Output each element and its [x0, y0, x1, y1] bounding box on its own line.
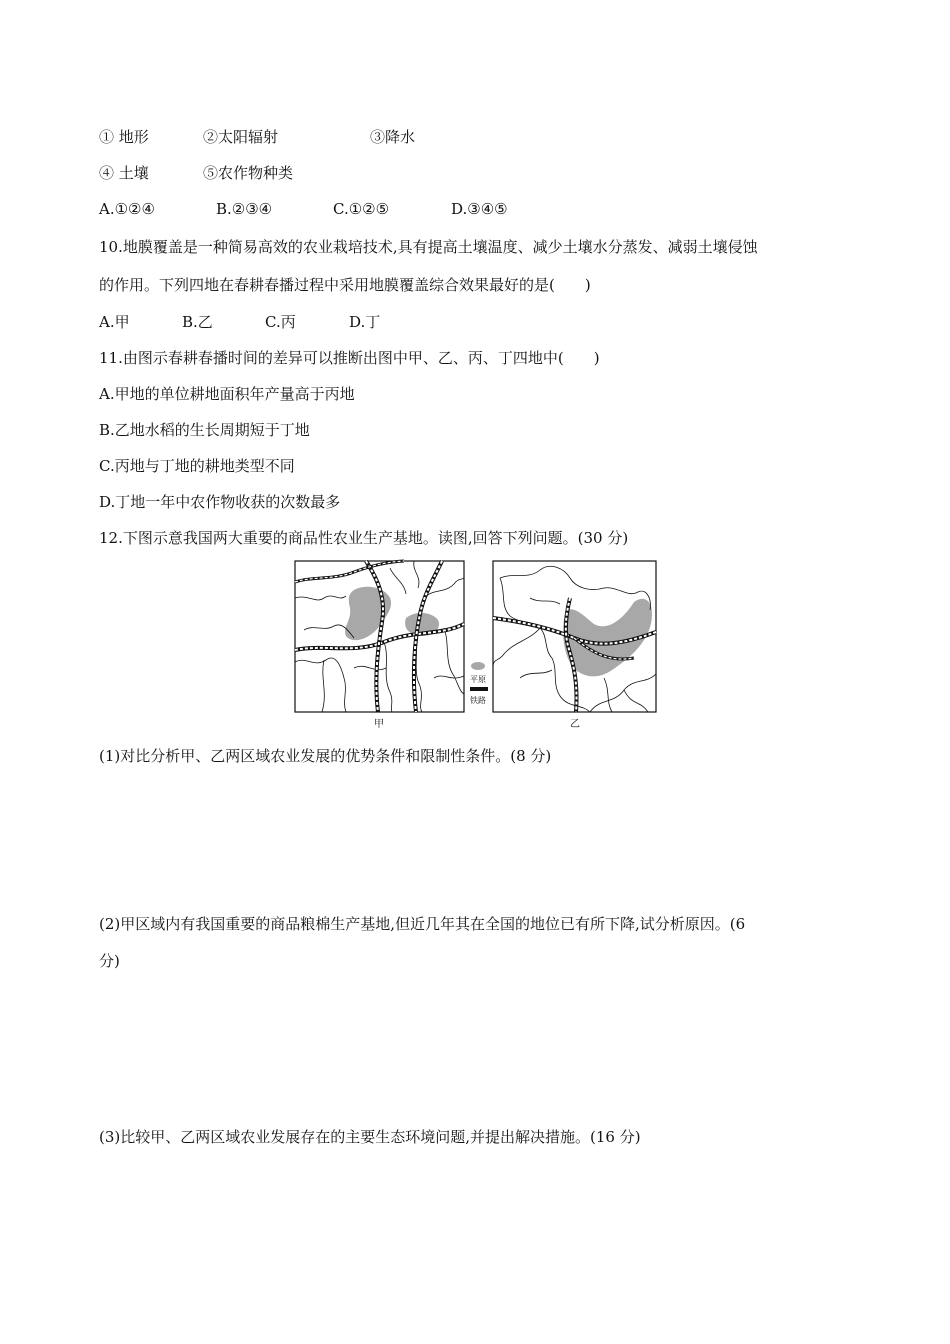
- legend-rail-pattern: [470, 688, 488, 690]
- q12-stem: 12.下图示意我国两大重要的商品性农业生产基地。读图,回答下列问题。(30 分): [99, 529, 629, 547]
- map-jia-caption: 甲: [374, 719, 384, 730]
- q9-option-d: D.③④⑤: [451, 200, 508, 218]
- q12-map-figure: [294, 558, 658, 734]
- factor-2: ②太阳辐射: [203, 128, 279, 146]
- factor-1: ① 地形: [99, 128, 149, 146]
- q10-stem-line2: 的作用。下列四地在春耕春播过程中采用地膜覆盖综合效果最好的是( ): [99, 276, 591, 294]
- q11-stem: 11.由图示春耕春播时间的差异可以推断出图中甲、乙、丙、丁四地中( ): [99, 349, 600, 367]
- map-yi: [493, 561, 656, 730]
- legend-plain-swatch: [471, 662, 485, 670]
- factor-3: ③降水: [370, 128, 416, 146]
- q12-sub2-line1: (2)甲区域内有我国重要的商品粮棉生产基地,但近几年其在全国的地位已有所下降,试分析原因。(6: [99, 915, 746, 933]
- q11-option-d: D.丁地一年中农作物收获的次数最多: [99, 493, 341, 511]
- q12-sub1: (1)对比分析甲、乙两区域农业发展的优势条件和限制性条件。(8 分): [99, 747, 552, 765]
- q10-stem-line1: 10.地膜覆盖是一种简易高效的农业栽培技术,具有提高土壤温度、减少土壤水分蒸发、减弱土壤侵蚀: [99, 238, 758, 256]
- q9-option-a: A.①②④: [99, 200, 155, 218]
- legend-rail-label: 铁路: [470, 696, 486, 705]
- q11-option-c: C.丙地与丁地的耕地类型不同: [99, 457, 295, 475]
- q9-option-b: B.②③④: [216, 200, 273, 218]
- q10-option-d: D.丁: [349, 313, 381, 331]
- q10-option-c: C.丙: [265, 313, 296, 331]
- legend-plain-label: 平原: [470, 675, 486, 684]
- map-yi-caption: 乙: [570, 719, 580, 730]
- factor-4: ④ 土壤: [99, 164, 149, 182]
- map-legend: [470, 662, 488, 705]
- map-jia: [295, 561, 464, 730]
- q9-option-c: C.①②⑤: [333, 200, 390, 218]
- q10-option-a: A.甲: [99, 313, 130, 331]
- q10-option-b: B.乙: [182, 313, 213, 331]
- q11-option-a: A.甲地的单位耕地面积年产量高于丙地: [99, 385, 355, 403]
- q12-sub2-line2: 分): [99, 952, 120, 970]
- factor-5: ⑤农作物种类: [203, 164, 294, 182]
- q11-option-b: B.乙地水稻的生长周期短于丁地: [99, 421, 310, 439]
- q12-sub3: (3)比较甲、乙两区域农业发展存在的主要生态环境问题,并提出解决措施。(16 分): [99, 1128, 641, 1146]
